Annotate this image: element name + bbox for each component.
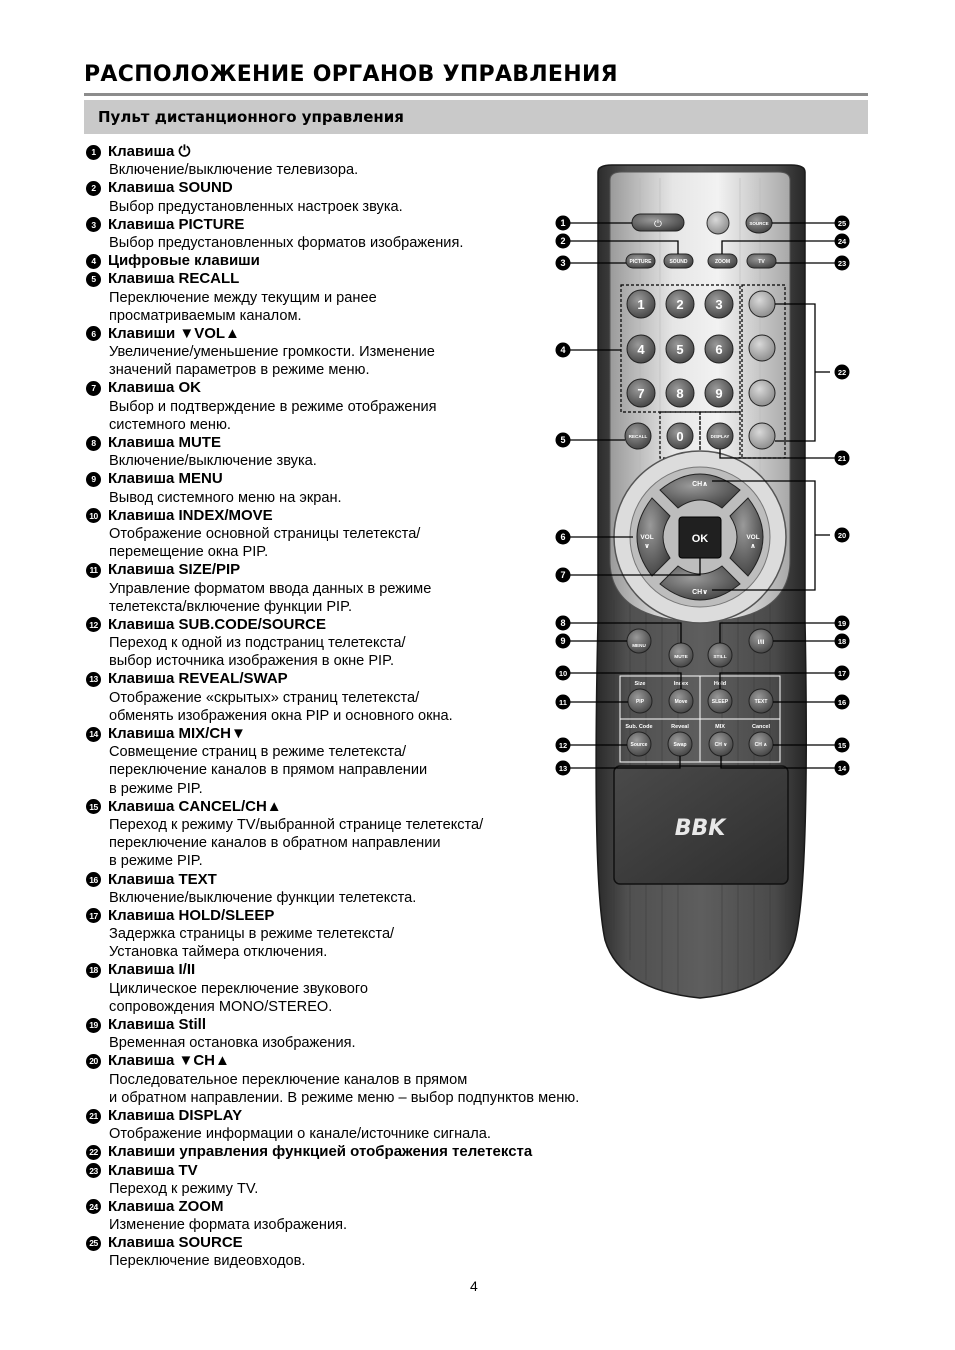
ch-down-pip-label: CH ∨: [714, 742, 728, 748]
item-number-badge: 17: [86, 908, 101, 923]
size-label: Size: [634, 681, 646, 687]
item-description-line: значений параметров в режиме меню.: [109, 362, 370, 379]
item-number-badge: 18: [86, 963, 101, 978]
item-description-line: Последовательное переключение каналов в прямом: [109, 1071, 468, 1088]
item-description-line: Временная остановка изображения.: [109, 1035, 356, 1052]
callout-number: 11: [559, 698, 567, 707]
item-title: Клавиша SIZE/PIP: [108, 561, 241, 579]
item-number-badge: 24: [86, 1199, 101, 1214]
item-number-badge: 5: [86, 272, 101, 287]
menu-button: [627, 629, 651, 653]
callout-number: 18: [837, 637, 847, 646]
item-description-line: Изменение формата изображения.: [109, 1217, 348, 1234]
item-description-line: просматриваемым каналом.: [109, 307, 302, 324]
vol-right-label: VOL: [746, 534, 760, 541]
digit-8-label: 8: [676, 386, 684, 401]
callout-number: 23: [837, 259, 847, 268]
mute-label: MUTE: [674, 655, 688, 660]
callout-number: 12: [558, 741, 568, 750]
item-title: Клавиша CANCEL/CH▲: [108, 797, 282, 815]
callout-number: 10: [558, 669, 568, 678]
item-number-badge: 12: [86, 617, 101, 632]
callout-number: 21: [837, 454, 847, 463]
item-title: Клавиша RECALL: [108, 270, 240, 288]
item-description-line: выбор источника изображения в окне PIP.: [109, 653, 395, 670]
digit-2-label: 2: [676, 297, 684, 312]
callout-number: 20: [837, 531, 847, 540]
vol-right-arrow: ∧: [750, 543, 756, 550]
digit-4-label: 4: [637, 342, 645, 357]
item-description-line: Переход к режиму TV/выбранной странице телетекста/: [109, 816, 484, 833]
item-description-line: системного меню.: [109, 416, 231, 433]
item-number-badge: 19: [86, 1018, 101, 1033]
item-number-badge: 3: [86, 217, 101, 232]
menu-label: MENU: [632, 643, 646, 648]
ok-label: OK: [691, 533, 709, 545]
callout-number: 13: [558, 764, 568, 773]
callout-number: 9: [560, 636, 566, 646]
vol-left-label: VOL: [640, 534, 654, 541]
cancel-label: Cancel: [751, 724, 771, 730]
item-number-badge: 7: [86, 381, 101, 396]
i-ii-label: I/II: [757, 640, 765, 646]
item-title: Клавиша REVEAL/SWAP: [108, 670, 288, 688]
item-description-line: Отображение основной страницы телетекста/: [109, 525, 421, 542]
blank-button: [707, 212, 729, 234]
digit-6-label: 6: [715, 342, 723, 357]
callout-number: 8: [560, 618, 566, 628]
zoom-label: ZOOM: [715, 259, 730, 265]
item-description-line: обменять изображения окна PIP и основного окна.: [109, 707, 453, 724]
item-title: Клавиша ZOOM: [108, 1197, 224, 1215]
item-title: Клавиша SOURCE: [108, 1234, 243, 1252]
callout-number: 4: [560, 345, 566, 355]
hold-label: Hold: [713, 681, 727, 687]
item-title: Клавиша TV: [108, 1161, 198, 1179]
item-number-badge: 4: [86, 254, 101, 269]
item-description-line: Задержка страницы в режиме телетекста/: [109, 926, 395, 943]
digit-1-label: 1: [637, 297, 645, 312]
item-number-badge: 11: [86, 563, 101, 578]
item-number-badge: 21: [86, 1109, 101, 1124]
source-pip-label: Source: [630, 742, 648, 748]
callout-number: 22: [837, 368, 847, 377]
item-description-line: Установка таймера отключения.: [109, 944, 328, 961]
item-title: Клавиша Still: [108, 1016, 206, 1033]
callout-number: 25: [837, 219, 847, 228]
callout-number: 14: [837, 764, 847, 773]
item-title: Клавиша MUTE: [108, 434, 221, 451]
item-description-line: Включение/выключение звука.: [109, 453, 317, 470]
reveal-label: Reveal: [671, 724, 689, 730]
power-icon: ⏻: [654, 219, 662, 230]
item-number-badge: 6: [86, 326, 101, 341]
teletext-button-1: [749, 291, 775, 317]
item-number-badge: 25: [86, 1236, 101, 1251]
item-description-line: в режиме PIP.: [109, 780, 203, 797]
callout-number: 24: [837, 237, 847, 246]
page-number: 4: [470, 1278, 478, 1294]
item-title: Клавиши управления функцией отображения телетекста: [108, 1143, 533, 1161]
item-title: Клавиша HOLD/SLEEP: [108, 906, 275, 924]
text-label: TEXT: [754, 699, 768, 705]
item-description-line: Отображение «скрытых» страниц телетекста/: [109, 689, 420, 706]
item-description-line: Выбор и подтверждение в режиме отображения: [109, 398, 437, 415]
item-title: Клавиша SOUND: [108, 179, 233, 197]
vol-left-arrow: ∨: [644, 543, 650, 550]
item-description-line: Переключение видеовходов.: [109, 1253, 306, 1270]
item-number-badge: 14: [86, 727, 101, 742]
callout-number: 1: [560, 218, 566, 228]
callout-number: 16: [837, 698, 847, 707]
page-title: РАСПОЛОЖЕНИЕ ОРГАНОВ УПРАВЛЕНИЯ: [84, 62, 618, 87]
ch-down-label: CH∨: [692, 589, 708, 596]
pip-label: PIP: [635, 699, 645, 705]
item-title: Клавиша MENU: [108, 470, 223, 488]
teletext-button-3: [749, 380, 775, 406]
item-title: Клавиша MIX/CH▼: [108, 725, 246, 742]
item-title: Клавиша ▼CH▲: [108, 1052, 230, 1070]
callout-number: 17: [837, 669, 847, 678]
digit-3-label: 3: [715, 297, 723, 312]
item-title: Клавиша DISPLAY: [108, 1106, 243, 1124]
item-description-line: Выбор предустановленных форматов изображения.: [109, 234, 464, 251]
item-title: Цифровые клавиши: [108, 252, 260, 270]
item-description-line: телетекста/включение функции PIP.: [109, 598, 353, 615]
item-number-badge: 16: [86, 872, 101, 887]
item-number-badge: 8: [86, 436, 101, 451]
item-number-badge: 9: [86, 472, 101, 487]
item-description-line: Вывод системного меню на экран.: [109, 489, 342, 506]
callout-number: 6: [560, 532, 566, 542]
callout-number: 7: [560, 570, 566, 580]
mix-label: MIX: [715, 724, 725, 730]
digit-0-label: 0: [676, 429, 684, 444]
item-description-line: Переход к режиму TV.: [109, 1180, 259, 1197]
item-description-line: Переход к одной из подстраниц телетекста/: [109, 635, 406, 652]
item-title: Клавиша PICTURE: [108, 215, 245, 233]
item-description-line: Управление форматом ввода данных в режиме: [109, 580, 432, 597]
item-description-line: Совмещение страниц в режиме телетекста/: [109, 744, 407, 761]
item-description-line: сопровождения MONO/STEREO.: [109, 998, 333, 1015]
callout-number: 5: [560, 435, 566, 445]
item-number-badge: 23: [86, 1163, 101, 1178]
item-description-line: Увеличение/уменьшение громкости. Изменение: [109, 344, 435, 361]
item-description-line: перемещение окна PIP.: [109, 544, 269, 561]
item-title: Клавиша I/II: [108, 961, 196, 979]
item-title: Клавиша SUB.CODE/SOURCE: [108, 615, 326, 633]
item-title: Клавиша INDEX/MOVE: [108, 506, 273, 524]
index-label: Index: [673, 681, 689, 687]
item-description-line: переключение каналов в обратном направлении: [109, 835, 441, 852]
callout-number: 15: [837, 741, 847, 750]
item-description-line: и обратном направлении. В режиме меню – выбор подпунктов меню.: [109, 1089, 580, 1106]
callout-number: 19: [837, 619, 847, 628]
tv-label: TV: [758, 259, 765, 265]
picture-label: PICTURE: [629, 259, 652, 265]
item-title: Клавиша OK: [108, 379, 201, 397]
digit-9-label: 9: [715, 386, 723, 401]
item-number-badge: 22: [86, 1145, 101, 1160]
subcode-label: Sub. Code: [625, 724, 653, 730]
item-description-line: переключение каналов в прямом направлении: [109, 762, 428, 779]
callout-number: 3: [560, 258, 566, 268]
brand-logo: BBK: [674, 816, 726, 841]
ch-up-label: CH∧: [692, 481, 708, 488]
digit-7-label: 7: [637, 386, 645, 401]
ch-up-pip-label: CH ∧: [754, 742, 768, 748]
move-label: Move: [674, 699, 688, 705]
item-number-badge: 10: [86, 508, 101, 523]
item-title: Клавиша ⏻: [108, 143, 191, 160]
section-title: Пульт дистанционного управления: [98, 108, 404, 126]
display-label: DISPLAY: [710, 434, 730, 439]
item-number-badge: 15: [86, 799, 101, 814]
item-description-line: Включение/выключение функции телетекста.: [109, 889, 417, 906]
digit-5-label: 5: [676, 342, 684, 357]
item-description-line: Включение/выключение телевизора.: [109, 162, 359, 179]
swap-label: Swap: [673, 742, 687, 748]
sleep-label: SLEEP: [711, 699, 729, 705]
item-number-badge: 2: [86, 181, 101, 196]
sound-label: SOUND: [669, 259, 688, 265]
source-label: SOURCE: [749, 221, 769, 226]
item-title: Клавиши ▼VOL▲: [108, 324, 240, 342]
item-number-badge: 1: [86, 145, 101, 160]
teletext-button-2: [749, 335, 775, 361]
callout-number: 2: [560, 236, 566, 246]
item-description-line: Переключение между текущим и ранее: [109, 289, 377, 306]
recall-label: RECALL: [628, 434, 648, 439]
item-description-line: Выбор предустановленных настроек звука.: [109, 198, 403, 215]
still-label: STILL: [713, 655, 727, 660]
item-description-line: Циклическое переключение звукового: [109, 980, 368, 997]
teletext-button-4: [749, 423, 775, 449]
item-number-badge: 13: [86, 672, 101, 687]
item-description-line: Отображение информации о канале/источнике сигнала.: [109, 1126, 491, 1143]
item-description-line: в режиме PIP.: [109, 853, 203, 870]
item-title: Клавиша TEXT: [108, 870, 217, 888]
item-number-badge: 20: [86, 1054, 101, 1069]
